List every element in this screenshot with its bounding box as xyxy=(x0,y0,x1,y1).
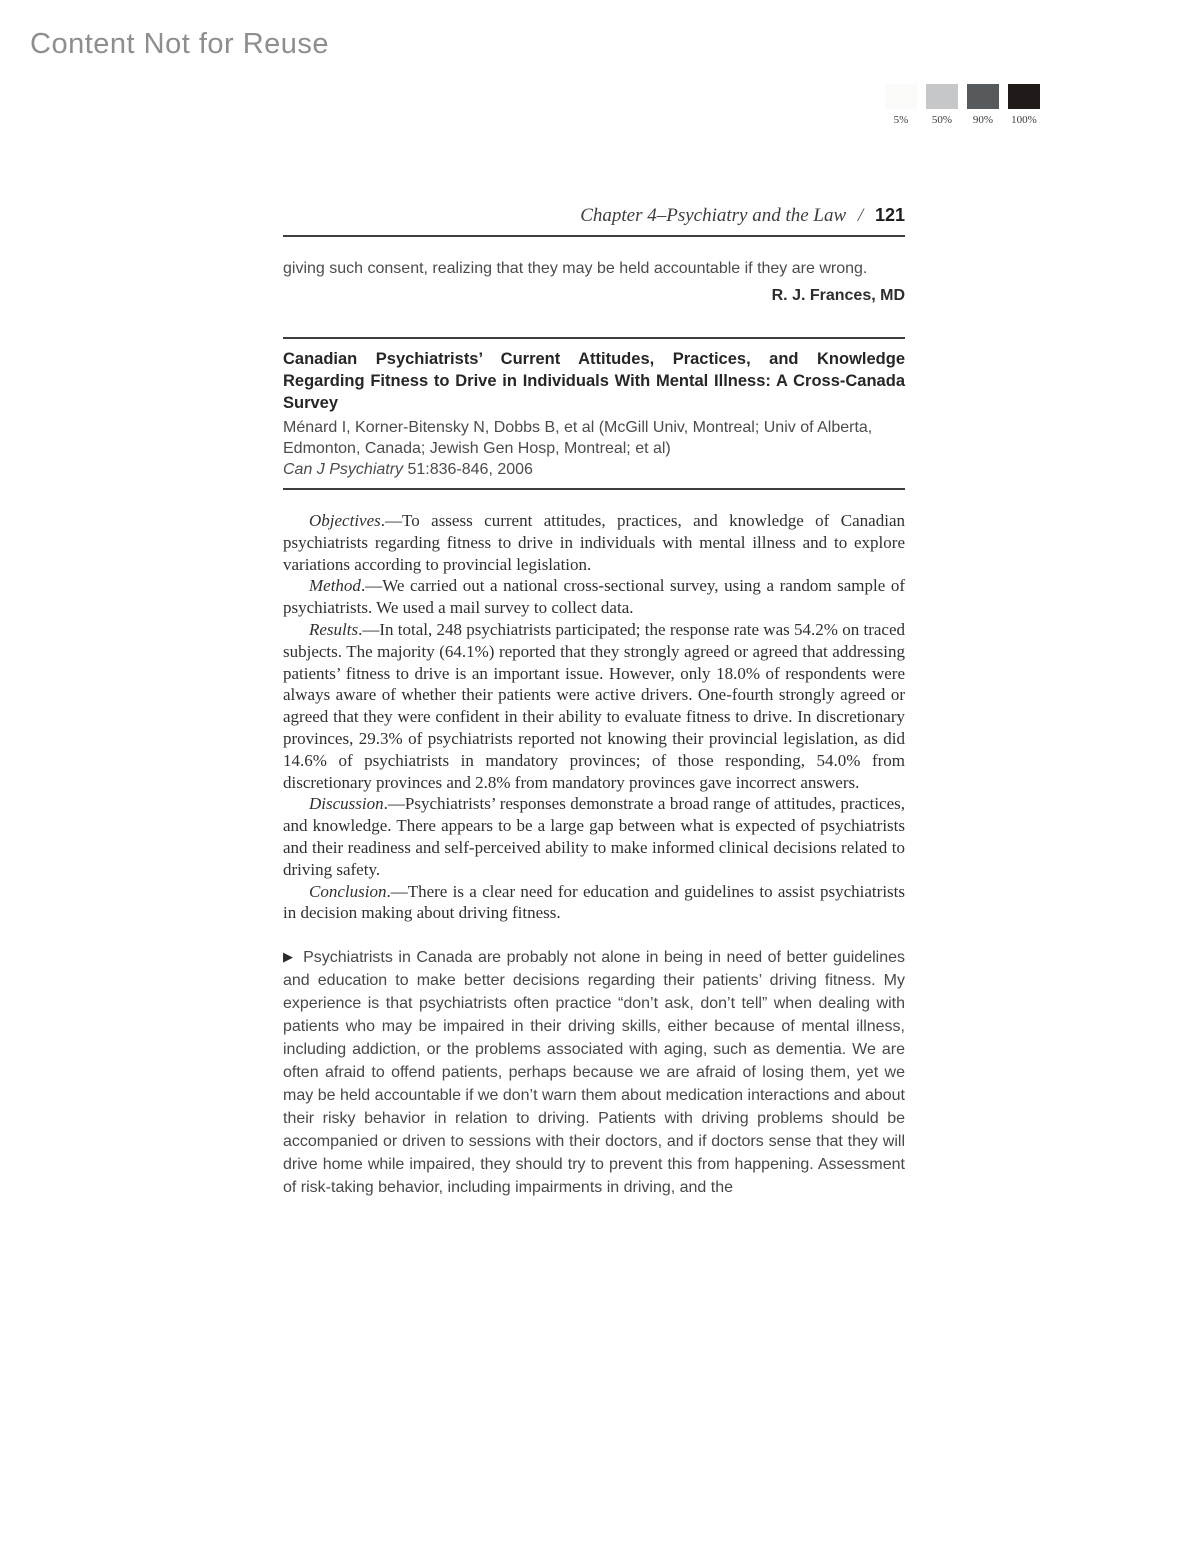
grayscale-swatch-50 xyxy=(926,84,958,126)
section-separator: .— xyxy=(360,576,383,596)
swatch-label: 50% xyxy=(931,114,953,126)
chapter-title: Chapter 4–Psychiatry and the Law xyxy=(580,205,847,226)
abstract-section-method xyxy=(283,575,905,619)
section-label: Method xyxy=(309,576,361,596)
article-authors: Ménard I, Korner-Bitensky N, Dobbs B, et al (McGill Univ, Montreal; Univ of Alberta, Edmonton, Canada; Jewish Gen Hosp, Montreal; et al) xyxy=(283,419,873,457)
grayscale-calibration-bar xyxy=(885,84,1040,126)
journal-name: Can J Psychiatry xyxy=(283,461,404,478)
running-head xyxy=(283,205,905,235)
article-citation xyxy=(283,459,905,480)
carryover-paragraph: giving such consent, realizing that they may be held accountable if they are wrong. xyxy=(283,260,868,277)
swatch-label: 5% xyxy=(893,114,909,126)
abstract-body xyxy=(283,510,905,924)
editor-commentary xyxy=(283,946,905,1199)
section-separator: .— xyxy=(383,794,405,814)
section-text: In total, 248 psychiatrists participated; the response rate was 54.2% on traced subjects. The majority (64.1%) reported that they strongly agreed or agreed that addressing patients’ fitness to drive is an important issue. However, only 18.0% of respondents were always aware of whether their patients were active drivers. One-fourth strongly agreed or agreed that they were confident in their ability to evaluate fitness to drive. In discretionary provinces, 29.3% of psychiatrists reported not knowing their provincial legislation, as did 14.6% of psychiatrists in mandatory provinces; of those responding, 54.0% from discretionary provinces and 2.8% from mandatory provinces gave incorrect answers. xyxy=(283,619,905,792)
grayscale-swatch-100 xyxy=(1008,84,1040,126)
abstract-section-conclusion xyxy=(283,881,905,925)
section-separator: .— xyxy=(380,511,402,530)
swatch-color xyxy=(967,84,999,109)
article-top-divider xyxy=(283,337,905,339)
text-column xyxy=(283,205,905,1199)
section-separator: .— xyxy=(358,619,380,639)
commentary-text: Psychiatrists in Canada are probably not alone in being in need of better guidelines and education to make better decisions regarding their patients’ driving fitness. My experience is that psychiatrists often practice “don’t ask, don’t tell” when dealing with patients who may be impaired in their driving skills, either because of mental illness, including addiction, or the problems associated with aging, such as dementia. We are often afraid to offend patients, perhaps because we are afraid of losing them, yet we may be held accountable if we don’t warn them about medication interactions and about their risky behavior in relation to driving. Patients with driving problems should be accompanied or driven to sessions with their doctors, and if doctors sense that they will drive home while impaired, they should try to prevent this from happening. Assessment of risk-taking behavior, including impairments in driving, and the xyxy=(283,949,906,1197)
commentary-arrow-icon: ▶ xyxy=(283,949,295,965)
swatch-label: 90% xyxy=(972,114,994,126)
section-text: We carried out a national cross-sectional survey, using a random sample of psychiatrists. We used a mail survey to collect data. xyxy=(283,576,905,618)
grayscale-swatch-90 xyxy=(967,84,999,126)
running-head-separator: / xyxy=(857,205,864,226)
citation-volume-pages: 51:836-846, 2006 xyxy=(403,461,533,478)
article-title: Canadian Psychiatrists’ Current Attitudes, Practices, and Knowledge Regarding Fitness to Drive in Individuals With Mental Illness: A Cross-Canada Survey xyxy=(283,350,905,412)
grayscale-swatch-5 xyxy=(885,84,917,126)
swatch-color xyxy=(926,84,958,109)
page-number: 121 xyxy=(874,205,905,225)
swatch-color xyxy=(885,84,917,109)
running-head-divider xyxy=(283,235,905,237)
section-label: Objectives xyxy=(309,511,381,530)
article-bottom-divider xyxy=(283,488,905,490)
section-label: Discussion xyxy=(309,794,384,814)
swatch-label: 100% xyxy=(1011,114,1037,126)
section-label: Results xyxy=(309,619,359,639)
section-text: There is a clear need for education and guidelines to assist psychiatrists in decision making about driving fitness. xyxy=(283,881,905,923)
watermark-text: Content Not for Reuse xyxy=(30,28,330,60)
swatch-color xyxy=(1008,84,1040,109)
section-text: To assess current attitudes, practices, and knowledge of Canadian psychiatrists regarding fitness to drive in individuals with mental illness and to explore variations according to provincial legislation. xyxy=(283,511,905,574)
section-text: Psychiatrists’ responses demonstrate a broad range of attitudes, practices, and knowledge. There appears to be a large gap between what is expected of psychiatrists and their readiness and self-perceived ability to make informed clinical decisions related to driving safety. xyxy=(283,794,905,879)
abstract-section-objectives xyxy=(283,510,905,575)
commentator-signature: R. J. Frances, MD xyxy=(771,287,905,304)
abstract-section-discussion xyxy=(283,793,905,880)
section-label: Conclusion xyxy=(309,881,387,901)
abstract-section-results xyxy=(283,619,905,793)
section-separator: .— xyxy=(386,881,408,901)
